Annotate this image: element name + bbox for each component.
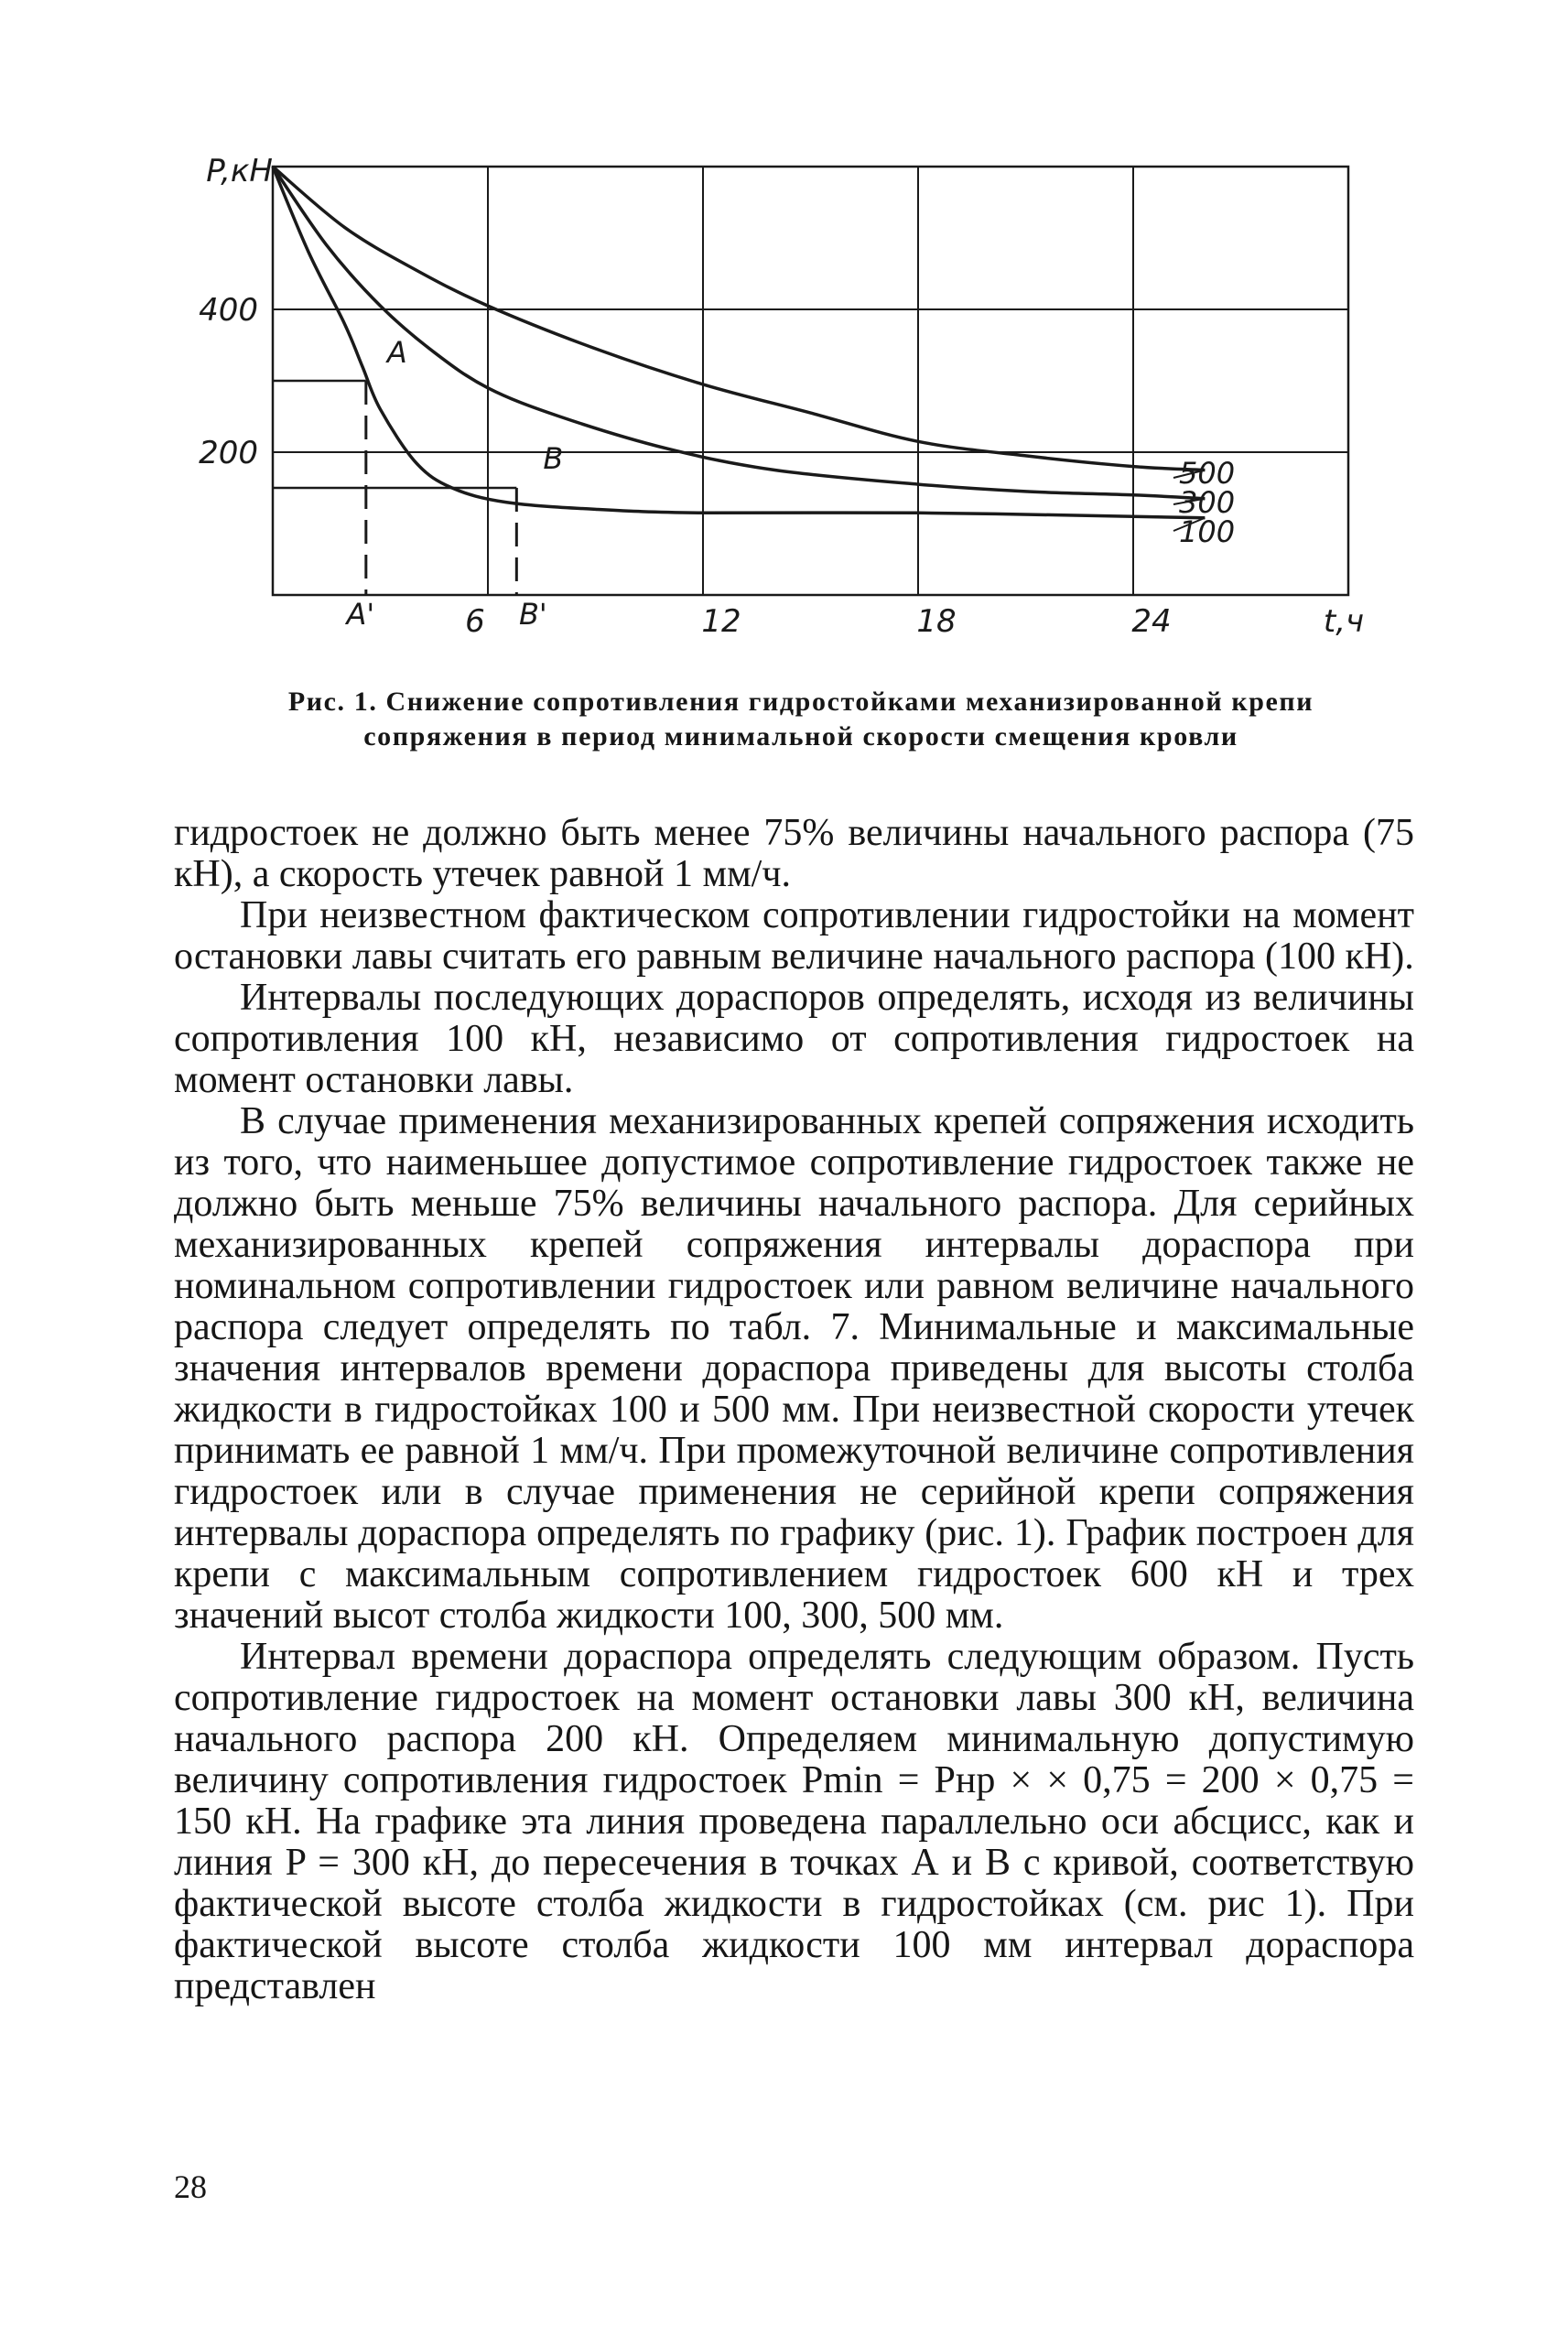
curve-label-500: 500 (1179, 456, 1236, 491)
curve-label-300: 300 (1179, 485, 1236, 520)
x-tick-label: 24 (1131, 603, 1172, 640)
y-tick-label: 200 (199, 435, 258, 471)
figure-caption-line-1: Рис. 1. Снижение сопротивления гидростойками механизированной крепи (287, 687, 1314, 717)
figure-1-chart (0, 0, 1568, 677)
curve-500 (273, 167, 1205, 470)
point-label-a: A (386, 335, 407, 370)
paragraph-2: При неизвестном фактическом сопротивлении гидростойки на момент остановки лавы считать его равным величине начального распора (100 кН). (174, 894, 1414, 978)
x-tick-label: 6 (465, 603, 485, 640)
y-tick-label: 400 (199, 292, 258, 329)
curve-label-100: 100 (1179, 514, 1236, 549)
body-text (174, 813, 1414, 2007)
chart-reference-lines (273, 381, 516, 595)
paragraph-1: гидростоек не должно быть менее 75% величины начального распора (75 кН), а скорость утечек равной 1 мм/ч. (174, 812, 1414, 895)
page-number: 28 (174, 2168, 207, 2205)
point-label-b: B (543, 441, 564, 476)
figure-caption-line-2: сопряжения в период минимальной скорости смещения кровли (363, 721, 1238, 752)
x-axis-title: t,ч (1323, 603, 1365, 640)
x-tick-label: 18 (916, 603, 957, 640)
curve-300 (273, 167, 1205, 499)
x-tick-label: 12 (701, 603, 741, 640)
chart-curves (273, 167, 1205, 531)
paragraph-5: Интервал времени дораспора определять следующим образом. Пусть сопротивление гидростоек на момент остановки лавы 300 кН, величина начального распора 200 кН. Определяем минимальную допустимую величину сопротивления гидростоек Pmin = Pнр × × 0,75 = 200 × 0,75 = 150 кН. На графике эта линия проведена параллельно оси абсцисс, как и линия P = 300 кН, до пересечения в точках А и В с кривой, соответствую фактической высоте столба жидкости в гидростойках (см. рис 1). При фактической высоте столба жидкости 100 мм интервал дораспора представлен (174, 1636, 1414, 2007)
paragraph-4: В случае применения механизированных крепей сопряжения исходить из того, что наименьшее допустимое сопротивление гидростоек также не должно быть меньше 75% величины начального распора. Для серийных механизированных крепей сопряжения интервалы дораспора при номинальном сопротивлении гидростоек или равном величине начального распора следует определять по табл. 7. Минимальные и максимальные значения интервалов времени дораспора приведены для высоты столба жидкости в гидростойках 100 и 500 мм. При неизвестной скорости утечек принимать ее равной 1 мм/ч. При промежуточной величине сопротивления гидростоек или в случае применения не серийной крепи сопряжения интервалы дораспора определять по графику (рис. 1). График построен для крепи с максимальным сопротивлением гидростоек 600 кН и трех значений высот столба жидкости 100, 300, 500 мм. (174, 1100, 1414, 1637)
y-axis-title: P,кН (206, 153, 273, 189)
point-label-b-prime: B' (518, 597, 547, 632)
point-label-a-prime: A' (346, 597, 375, 632)
paragraph-3: Интервалы последующих дораспоров определять, исходя из величины сопротивления 100 кН, независимо от сопротивления гидростоек на момент остановки лавы. (174, 977, 1414, 1101)
